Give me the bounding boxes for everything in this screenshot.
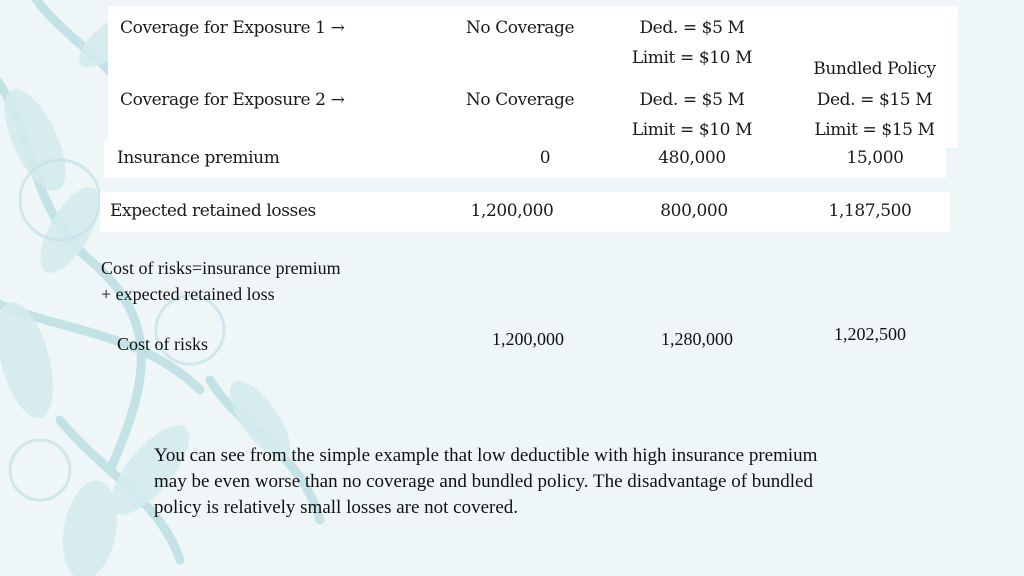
cost-no-coverage: 1,200,000	[492, 329, 564, 349]
exposure-1-deductible: Ded. = $5 M	[639, 18, 745, 38]
premium-no-coverage: 0	[539, 148, 551, 168]
exposure-2-label: Coverage for Exposure 2 →	[120, 90, 345, 110]
retained-losses-label: Expected retained losses	[110, 201, 316, 221]
conclusion-line-2: may be even worse than no coverage and bundled policy. The disadvantage of bundled	[154, 471, 813, 492]
exposure-2-no-coverage: No Coverage	[465, 90, 575, 110]
bundled-policy-header: Bundled Policy	[813, 59, 936, 79]
exposure-1-limit: Limit = $10 M	[631, 48, 753, 68]
bundled-limit: Limit = $15 M	[814, 120, 935, 140]
cost-of-risks-label: Cost of risks	[117, 334, 209, 354]
exposure-2-limit: Limit = $10 M	[631, 120, 753, 140]
conclusion-line-3: policy is relatively small losses are not covered.	[154, 497, 519, 518]
premium-label: Insurance premium	[117, 148, 280, 168]
exposure-1-no-coverage: No Coverage	[465, 18, 575, 38]
retained-bundled: 1,187,500	[828, 201, 912, 221]
cost-bundled: 1,202,500	[834, 324, 906, 344]
conclusion-line-1: You can see from the simple example that low deductible with high insurance premium	[154, 445, 818, 466]
cost-formula-line-2: + expected retained loss	[101, 284, 275, 304]
premium-bundled: 15,000	[846, 148, 904, 168]
exposure-1-label: Coverage for Exposure 1 →	[120, 18, 345, 38]
cost-formula-line-1: Cost of risks=insurance premium	[101, 258, 341, 278]
exposure-2-deductible: Ded. = $5 M	[639, 90, 745, 110]
retained-no-coverage: 1,200,000	[470, 201, 554, 221]
premium-deductible: 480,000	[658, 148, 726, 168]
retained-deductible: 800,000	[660, 201, 728, 221]
bundled-deductible: Ded. = $15 M	[816, 90, 933, 110]
cost-deductible: 1,280,000	[661, 329, 733, 349]
